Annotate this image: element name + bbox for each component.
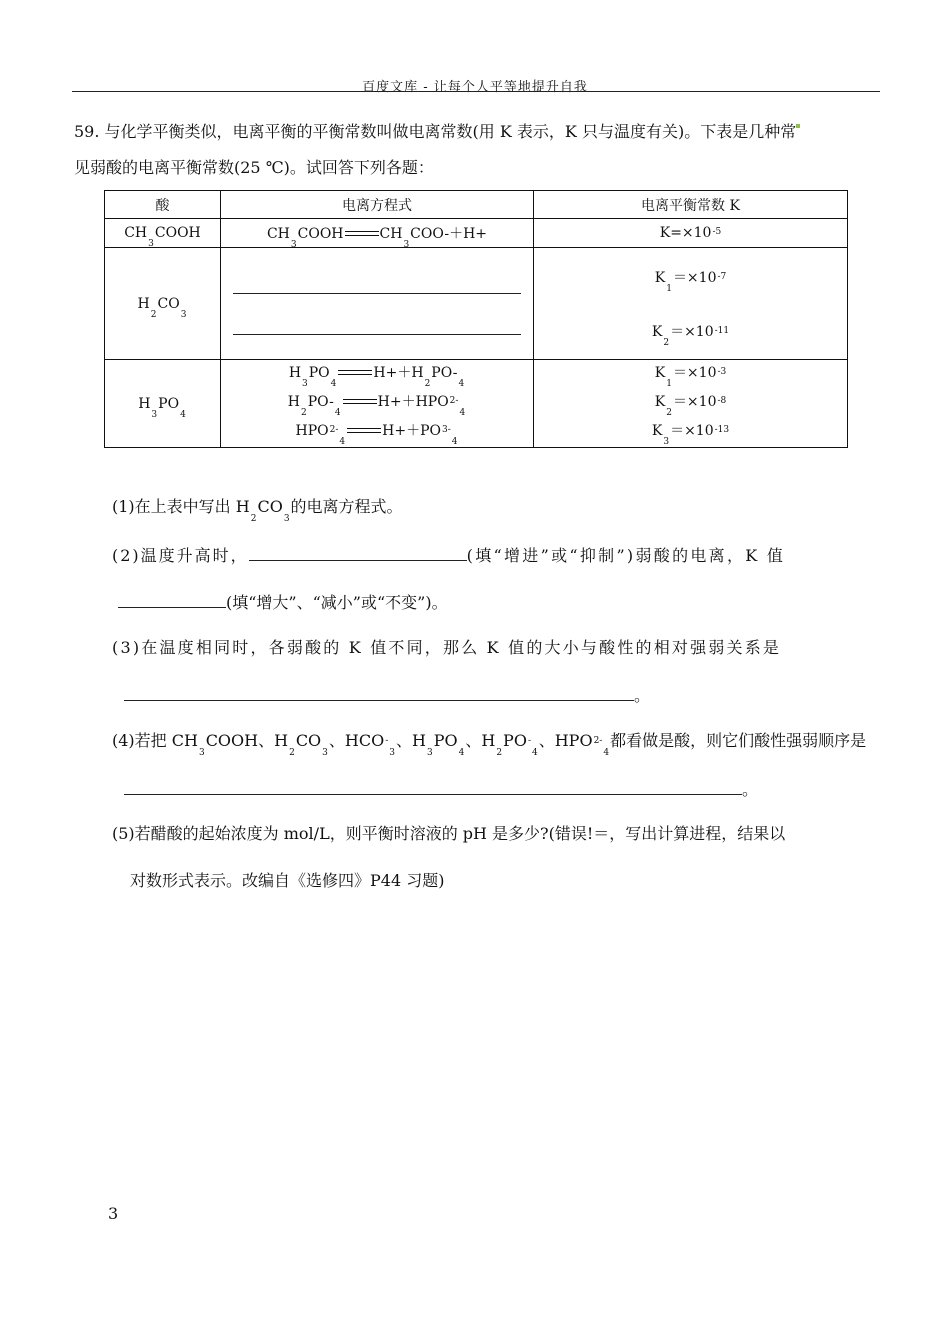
page-header: 百度文库 - 让每个人平等地提升自我 <box>362 80 588 95</box>
constant-cell-phosphoric: $K_1=\times 10^{-3}$ $K_2=\times 10^{-8}$ $K_3=\times 10^{-13}$ <box>534 360 848 448</box>
table-row-acetic <box>105 219 848 248</box>
table-header-row <box>105 191 848 219</box>
sub-question-3-answer: 。 <box>124 686 650 704</box>
answer-blank-q4[interactable] <box>124 780 742 795</box>
page-number: 3 <box>108 1204 119 1223</box>
answer-blank-1[interactable] <box>233 273 521 294</box>
intro-text-1: 与化学平衡类似，电离平衡的平衡常数叫做电离常数(用 K 表示，K 只与温度有关)。下表是几种常 <box>104 122 797 141</box>
header-equation: 电离方程式 <box>221 191 534 219</box>
equilibrium-arrow-icon <box>345 230 379 238</box>
acid-cell-phosphoric: $H_3PO_4$ <box>105 360 221 448</box>
equilibrium-arrow-icon <box>338 369 372 377</box>
equilibrium-arrow-icon <box>347 427 381 435</box>
answer-blank-q2b[interactable] <box>118 593 226 608</box>
equilibrium-arrow-icon <box>343 398 377 406</box>
sub-question-1: (1)在上表中写出 $H_2CO_3$的电离方程式。 <box>112 497 403 524</box>
sub-question-5-line1: (5)若醋酸的起始浓度为 mol/L，则平衡时溶液的 pH 是多少?(错误!＝，写出计算进程，结果以 <box>112 824 786 843</box>
sub-question-3: (3)在温度相同时，各弱酸的 K 值不同，那么 K 值的大小与酸性的相对强弱关系是 <box>112 638 782 657</box>
header-acid: 酸 <box>105 191 221 219</box>
sub-question-4-answer: 。 <box>124 780 758 798</box>
header-constant: 电离平衡常数 K <box>534 191 848 219</box>
equation-cell-phosphoric: $H_3PO_4H++H_2PO-_4$ $H_2PO-_4H++HPO^{2-}_4$ $HPO^{2-}_4H++PO^{3-}_4$ <box>221 360 534 448</box>
sub-question-2-line1: (2)温度升高时， (填“增进”或“抑制”)弱酸的电离，K 值 <box>112 546 786 565</box>
answer-blank-2[interactable] <box>233 334 521 335</box>
sub-question-2-line2: (填“增大”、“减小”或“不变”)。 <box>118 593 448 611</box>
annotation-mark <box>796 124 800 128</box>
answer-blank-q3[interactable] <box>124 686 634 701</box>
acid-cell-carbonic: $H_2CO_3$ <box>105 248 221 360</box>
ionization-constant-table <box>104 190 848 448</box>
constant-cell-acetic: $K=\times 10^{-5}$ <box>534 219 848 248</box>
header-divider <box>72 91 880 92</box>
equation-cell-acetic: $CH_3COOH$ $CH_3COO-+H+$ <box>221 219 534 248</box>
answer-blank-q2a[interactable] <box>249 546 467 561</box>
equation-cell-carbonic <box>221 248 534 360</box>
sub-question-4: (4)若把 $CH_3COOH$、$H_2CO_3$、HCO-$_3$、$H_3PO_4$、$H_2PO-_4$、$HPO2-_4$都看做是酸，则它们酸性强弱顺序是 <box>112 731 867 758</box>
acid-cell-acetic: $CH_3COOH$ <box>105 219 221 248</box>
question-intro-line2: 见弱酸的电离平衡常数(25 ℃)。试回答下列各题： <box>74 158 434 177</box>
table-row-phosphoric <box>105 360 848 448</box>
question-intro-line1 <box>74 124 800 140</box>
question-number: 59. <box>74 122 100 141</box>
table-row-carbonic <box>105 248 848 360</box>
constant-cell-carbonic: $K_1=\times 10^{-7}$ $K_2=\times 10^{-11}$ <box>534 248 848 360</box>
sub-question-5-line2: 对数形式表示。改编自《选修四》P44 习题) <box>130 871 445 890</box>
